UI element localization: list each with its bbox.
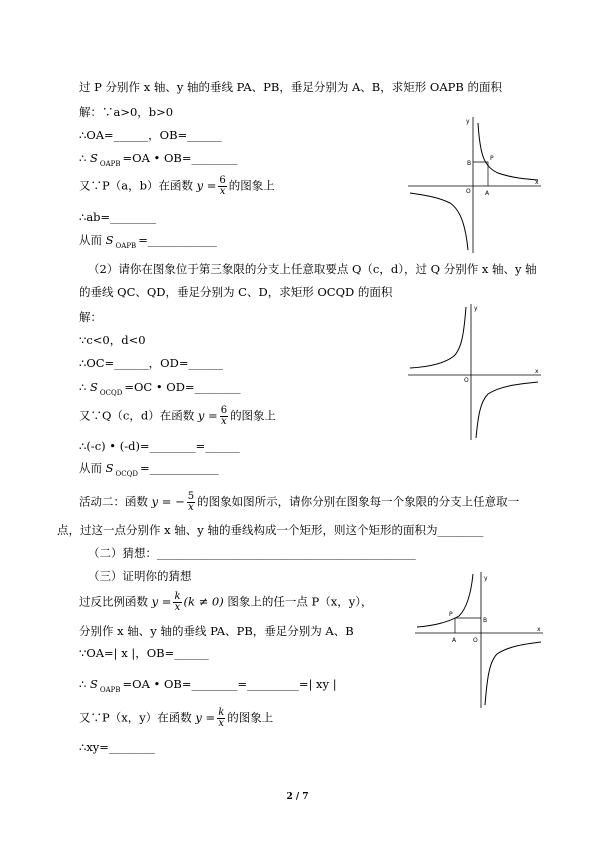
guess-line: （二）猜想：_____________________________________________ xyxy=(88,546,416,560)
part2-line-3: 解： xyxy=(79,310,102,324)
prove-line-5: 又∵P（x，y）在函数 y = $\frac{k}{x}$ 的图象上 xyxy=(79,707,274,729)
point-p-label: P xyxy=(490,155,494,162)
graph-2 xyxy=(408,302,543,442)
part2-line-9: 从而 S $_{OCQD}$ =____________ xyxy=(79,461,219,478)
page-number: 2 / 7 xyxy=(286,792,309,802)
rectangle-oapb xyxy=(473,162,488,186)
x-label: x xyxy=(537,626,541,633)
origin-label: O xyxy=(464,377,469,384)
part2-line-8: ∴(-c) • (-d)=________=______ xyxy=(79,439,240,453)
origin-label: O xyxy=(473,637,478,644)
branch-q4 xyxy=(485,642,541,705)
part1-line-3: ∴OA=______，OB=______ xyxy=(79,128,222,142)
prove-title: （三）证明你的猜想 xyxy=(88,569,192,583)
point-a-label: A xyxy=(485,190,490,197)
prove-line-6: ∴xy=________ xyxy=(79,740,155,754)
part1-line-5: 又∵P（a，b）在函数 y = $\frac{6}{x}$ 的图象上 xyxy=(79,175,275,197)
point-b-label: B xyxy=(467,160,472,167)
branch-q2 xyxy=(417,574,473,627)
branch-q3 xyxy=(410,193,468,250)
branch-q2 xyxy=(410,307,466,368)
prove-line-2: 分别作 x 轴、y 轴的垂线 PA、PB，垂足分别为 A、B xyxy=(79,624,354,638)
graph-3 xyxy=(415,570,545,710)
part1-line-4: ∴ S $_{OAPB}$ =OA • OB=________ xyxy=(79,151,238,168)
y-label: y xyxy=(466,118,470,125)
part2-line-7: 又∵Q（c，d）在函数 y = $\frac{6}{x}$ 的图象上 xyxy=(79,405,277,427)
part2-line-6: ∴ S $_{OCQD}$ =OC • OD=________ xyxy=(79,380,241,397)
branch-q1 xyxy=(478,123,538,180)
activity2-line-2: 点，过这一点分别作 x 轴、y 轴的垂线构成一个矩形，则这个矩形的面积为________ xyxy=(57,523,484,537)
part1-line-1: 过 P 分别作 x 轴、y 轴的垂线 PA、PB，垂足分别为 A、B，求矩形 OAPB 的面积 xyxy=(79,80,502,94)
prove-line-3: ∵OA=| x |，OB=______ xyxy=(79,646,209,660)
origin-label: O xyxy=(466,188,471,195)
activity2-line-1: 活动二：函数 y = − $\frac{5}{x}$ 的图象如图所示，请你分别在图象每一个象限的分支上任意取一 xyxy=(79,491,520,513)
rectangle-oapb xyxy=(455,618,481,633)
part2-line-1: （2）请你在图象位于第三象限的分支上任意取要点 Q（c，d），过 Q 分别作 x 轴、y 轴 xyxy=(88,262,537,276)
part1-line-7: 从而 S $_{OAPB}$ =____________ xyxy=(79,233,217,250)
prove-line-4: ∴ S $_{OAPB}$ =OA • OB=________=_________=| xy | xyxy=(79,677,337,694)
branch-q4 xyxy=(476,382,538,438)
part1-line-2: 解：∵a>0，b>0 xyxy=(79,105,174,119)
point-b-label: B xyxy=(483,617,488,624)
part2-line-2: 的垂线 QC、QD，垂足分别为 C、D，求矩形 OCQD 的面积 xyxy=(79,285,393,299)
y-label: y xyxy=(484,575,488,582)
x-label: x xyxy=(535,179,539,186)
graph-1 xyxy=(408,115,543,255)
y-label: y xyxy=(474,305,478,312)
point-p-label: P xyxy=(449,611,453,618)
point-a-label: A xyxy=(452,637,457,644)
prove-line-1: 过反比例函数 y = $\frac{k}{x}$ (k ≠ 0) 图象上的任一点 P（x，y）， xyxy=(79,591,373,613)
x-label: x xyxy=(535,368,539,375)
part1-line-6: ∴ab=________ xyxy=(79,210,157,224)
part2-line-5: ∴OC=______，OD=______ xyxy=(79,356,223,370)
part2-line-4: ∵c<0，d<0 xyxy=(79,333,146,347)
